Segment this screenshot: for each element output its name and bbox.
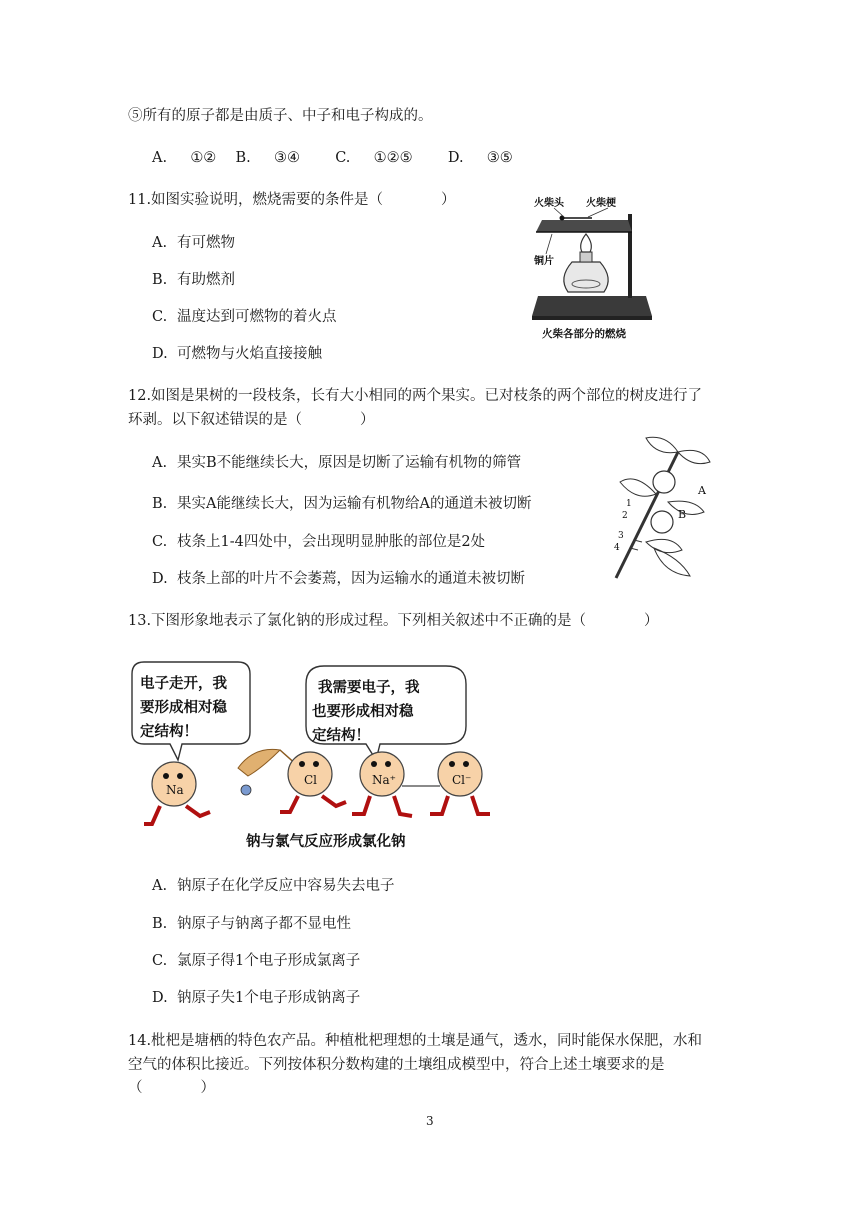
label-match-head: 火柴头 bbox=[534, 198, 564, 209]
label-match-stick: 火柴梗 bbox=[586, 198, 616, 209]
q12-branch-figure bbox=[606, 432, 716, 582]
q13-option-d: D. 钠原子失1个电子形成钠离子 bbox=[152, 990, 361, 1006]
fruit-b-label: B bbox=[678, 508, 687, 521]
figure-caption-nacl: 钠与氯气反应形成氯化钠 bbox=[246, 834, 406, 850]
q13-option-c: C. 氯原子得1个电子形成氯离子 bbox=[152, 953, 361, 969]
page-number: 3 bbox=[426, 1114, 434, 1128]
bubble-right-line1: 我需要电子，我 bbox=[318, 680, 420, 696]
atom-cl bbox=[280, 752, 346, 812]
q11-match-figure bbox=[528, 192, 656, 344]
atom-cl-ion bbox=[430, 752, 490, 814]
q12-option-d: D. 枝条上部的叶片不会萎蔫，因为运输水的通道未被切断 bbox=[152, 571, 525, 587]
q10-option-c-letter: C. bbox=[335, 150, 351, 166]
q11-option-a: A. 有可燃物 bbox=[152, 235, 235, 251]
bubble-left-line1: 电子走开，我 bbox=[140, 676, 227, 692]
q10-option-a-text: ①② bbox=[190, 150, 217, 166]
svg-text:Cl⁻: Cl⁻ bbox=[452, 773, 472, 787]
mark-1: 1 bbox=[626, 499, 632, 509]
q10-option-d-text: ③⑤ bbox=[486, 150, 513, 166]
q13-option-b: B. 钠原子与钠离子都不显电性 bbox=[152, 916, 351, 932]
q11-option-c: C. 温度达到可燃物的着火点 bbox=[152, 309, 337, 325]
svg-text:Na: Na bbox=[166, 783, 184, 797]
q11-stem: 11.如图实验说明，燃烧需要的条件是（ ） bbox=[128, 192, 456, 208]
atom-na-ion bbox=[352, 752, 412, 816]
q12-stem-line1: 12.如图是果树的一段枝条，长有大小相同的两个果实。已对枝条的两个部位的树皮进行了 bbox=[128, 388, 703, 404]
q11-option-d: D. 可燃物与火焰直接接触 bbox=[152, 346, 322, 362]
mark-4: 4 bbox=[614, 543, 620, 553]
q10-option-d-letter: D. bbox=[447, 150, 464, 166]
q13-option-a: A. 钠原子在化学反应中容易失去电子 bbox=[152, 878, 395, 894]
atom-na bbox=[144, 762, 210, 824]
q10-options bbox=[152, 148, 513, 168]
mark-3: 3 bbox=[618, 531, 624, 541]
q11-option-b: B. 有助燃剂 bbox=[152, 272, 235, 288]
svg-text:Na⁺: Na⁺ bbox=[372, 773, 396, 787]
bubble-left-line3: 定结构！ bbox=[140, 724, 198, 740]
bubble-right-line2: 也要形成相对稳 bbox=[312, 704, 414, 720]
q12-stem-line2: 环剥。以下叙述错误的是（ ） bbox=[128, 412, 375, 428]
q12-option-c: C. 枝条上1-4四处中，会出现明显肿胀的部位是2处 bbox=[152, 534, 486, 550]
figure-caption-match: 火柴各部分的燃烧 bbox=[542, 328, 626, 340]
statement-5: ⑤所有的原子都是由质子、中子和电子构成的。 bbox=[128, 108, 433, 124]
q13-nacl-cartoon bbox=[130, 656, 502, 856]
q10-option-c-text: ①②⑤ bbox=[373, 150, 413, 166]
q10-option-a-letter: A. bbox=[152, 150, 168, 166]
svg-text:Cl: Cl bbox=[304, 773, 318, 787]
fruit-a-label: A bbox=[698, 484, 706, 497]
q12-option-b: B. 果实A能继续长大，因为运输有机物给A的通道未被切断 bbox=[152, 496, 532, 512]
q10-option-b-text: ③④ bbox=[274, 150, 301, 166]
mark-2: 2 bbox=[622, 511, 628, 521]
label-copper: 铜片 bbox=[534, 256, 554, 267]
bubble-right-line3: 定结构！ bbox=[312, 728, 370, 744]
q13-stem: 13.下图形象地表示了氯化钠的形成过程。下列相关叙述中不正确的是（ ） bbox=[128, 613, 659, 629]
q14-stem-line1: 14.枇杷是塘栖的特色农产品。种植枇杷理想的土壤是通气，透水，同时能保水保肥，水和 bbox=[128, 1033, 703, 1049]
q10-option-b-letter: B. bbox=[235, 150, 251, 166]
bubble-left-line2: 要形成相对稳 bbox=[140, 700, 227, 716]
q14-stem-line2: 空气的体积比接近。下列按体积分数构建的土壤组成模型中，符合上述土壤要求的是 bbox=[128, 1057, 665, 1073]
q12-option-a: A. 果实B不能继续长大，原因是切断了运输有机物的筛管 bbox=[152, 455, 522, 471]
q14-stem-line3: （ ） bbox=[128, 1080, 215, 1096]
